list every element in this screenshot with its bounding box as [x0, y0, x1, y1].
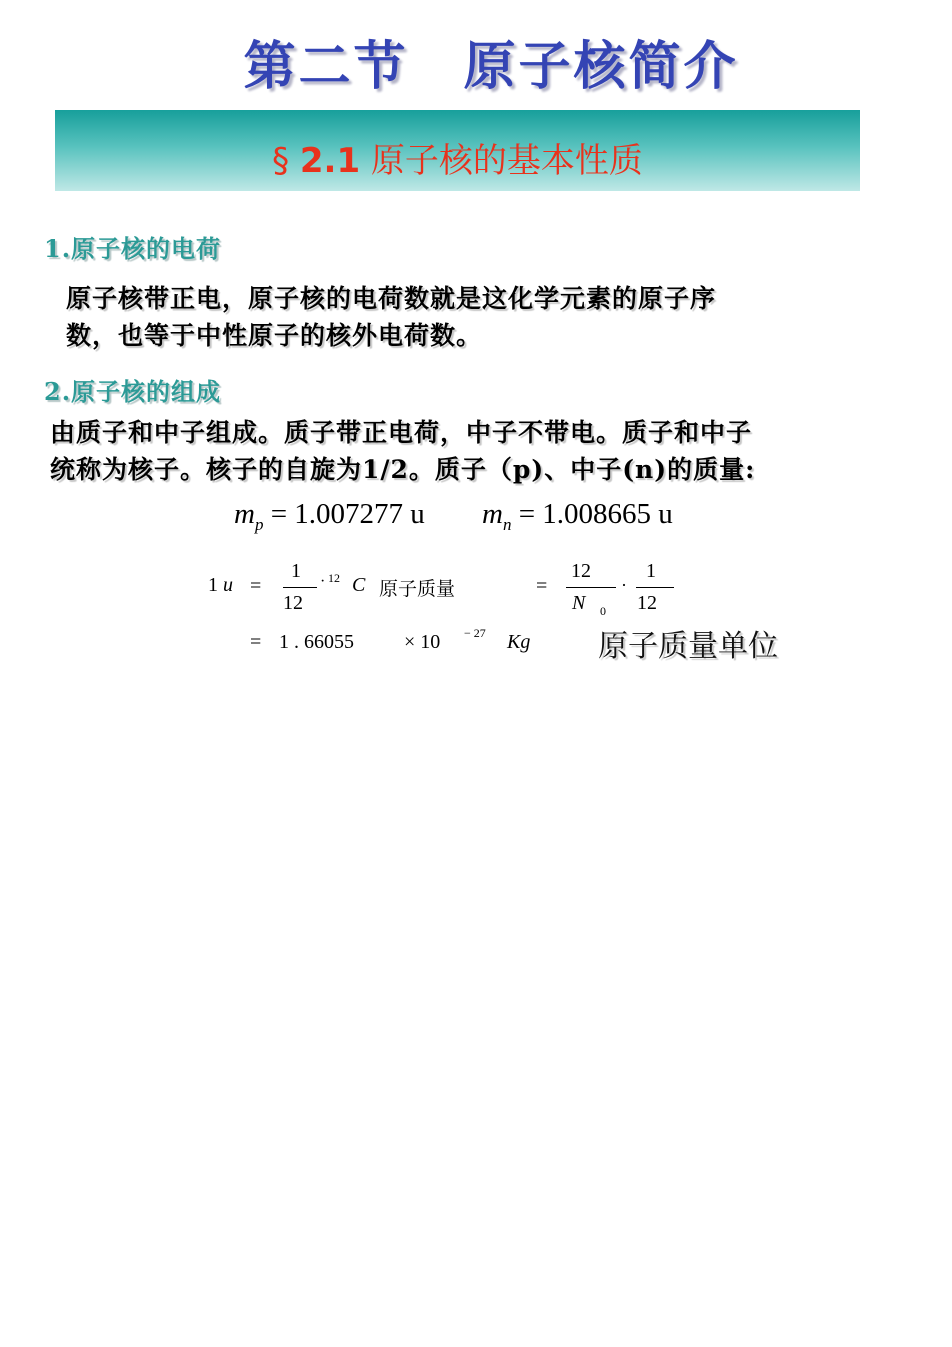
neutron-mass-formula: $m_n = 1.008665$ u — [482, 498, 673, 534]
carbon-symbol: C — [352, 574, 366, 596]
section-title: 原子核的基本性质 — [370, 141, 643, 181]
equals-3: = — [250, 631, 262, 653]
section-banner — [55, 110, 860, 191]
avogadro-symbol: N — [572, 592, 586, 614]
frac2-numerator: 12 — [571, 560, 591, 582]
heading-charge: 1.原子核的电荷 — [44, 234, 222, 263]
frac2-line — [566, 587, 616, 588]
charge-line-2: 数，也等于中性原子的核外电荷数。 — [66, 321, 483, 350]
heading-composition: 2.原子核的组成 — [44, 377, 222, 406]
frac1-numerator: 1 — [291, 560, 301, 582]
section-banner-title — [55, 141, 860, 181]
equals-1: = — [250, 575, 262, 597]
equals-2: = — [536, 575, 548, 597]
frac3-numerator: 1 — [646, 560, 656, 582]
composition-paragraph — [50, 414, 755, 488]
multiply-dot: · — [621, 575, 627, 595]
amu-value: 1 . 66055 — [279, 631, 354, 653]
section-symbol: § — [272, 141, 290, 181]
frac3-denominator: 12 — [637, 592, 657, 614]
frac3-line — [636, 587, 674, 588]
amu-name: 原子质量单位 — [598, 629, 778, 664]
frac1-dot: · — [320, 573, 326, 590]
section-number: 2.1 — [299, 141, 361, 181]
atomic-mass-label: 原子质量 — [379, 578, 456, 600]
proton-mass-formula: $m_p = 1.007277$ u — [234, 498, 425, 534]
composition-line-1: 由质子和中子组成。质子带正电荷，中子不带电。质子和中子 — [50, 418, 753, 447]
carbon-superscript: 12 — [328, 571, 340, 585]
avogadro-subscript: 0 — [600, 604, 606, 618]
frac1-denominator: 12 — [283, 592, 303, 614]
times-ten: × 10 — [404, 631, 441, 653]
exponent: − 27 — [464, 626, 486, 640]
page-title: 第二节 原子核简介 — [243, 36, 739, 97]
charge-line-1: 原子核带正电，原子核的电荷数就是这化学元素的原子序 — [66, 284, 717, 313]
composition-line-2: 统称为核子。核子的自旋为1/2。质子（p)、中子(n)的质量: — [50, 455, 756, 484]
frac1-line — [283, 587, 317, 588]
kilogram-unit: Kg — [507, 631, 531, 653]
charge-paragraph — [66, 280, 716, 354]
amu-lhs: 1 u — [208, 574, 233, 596]
